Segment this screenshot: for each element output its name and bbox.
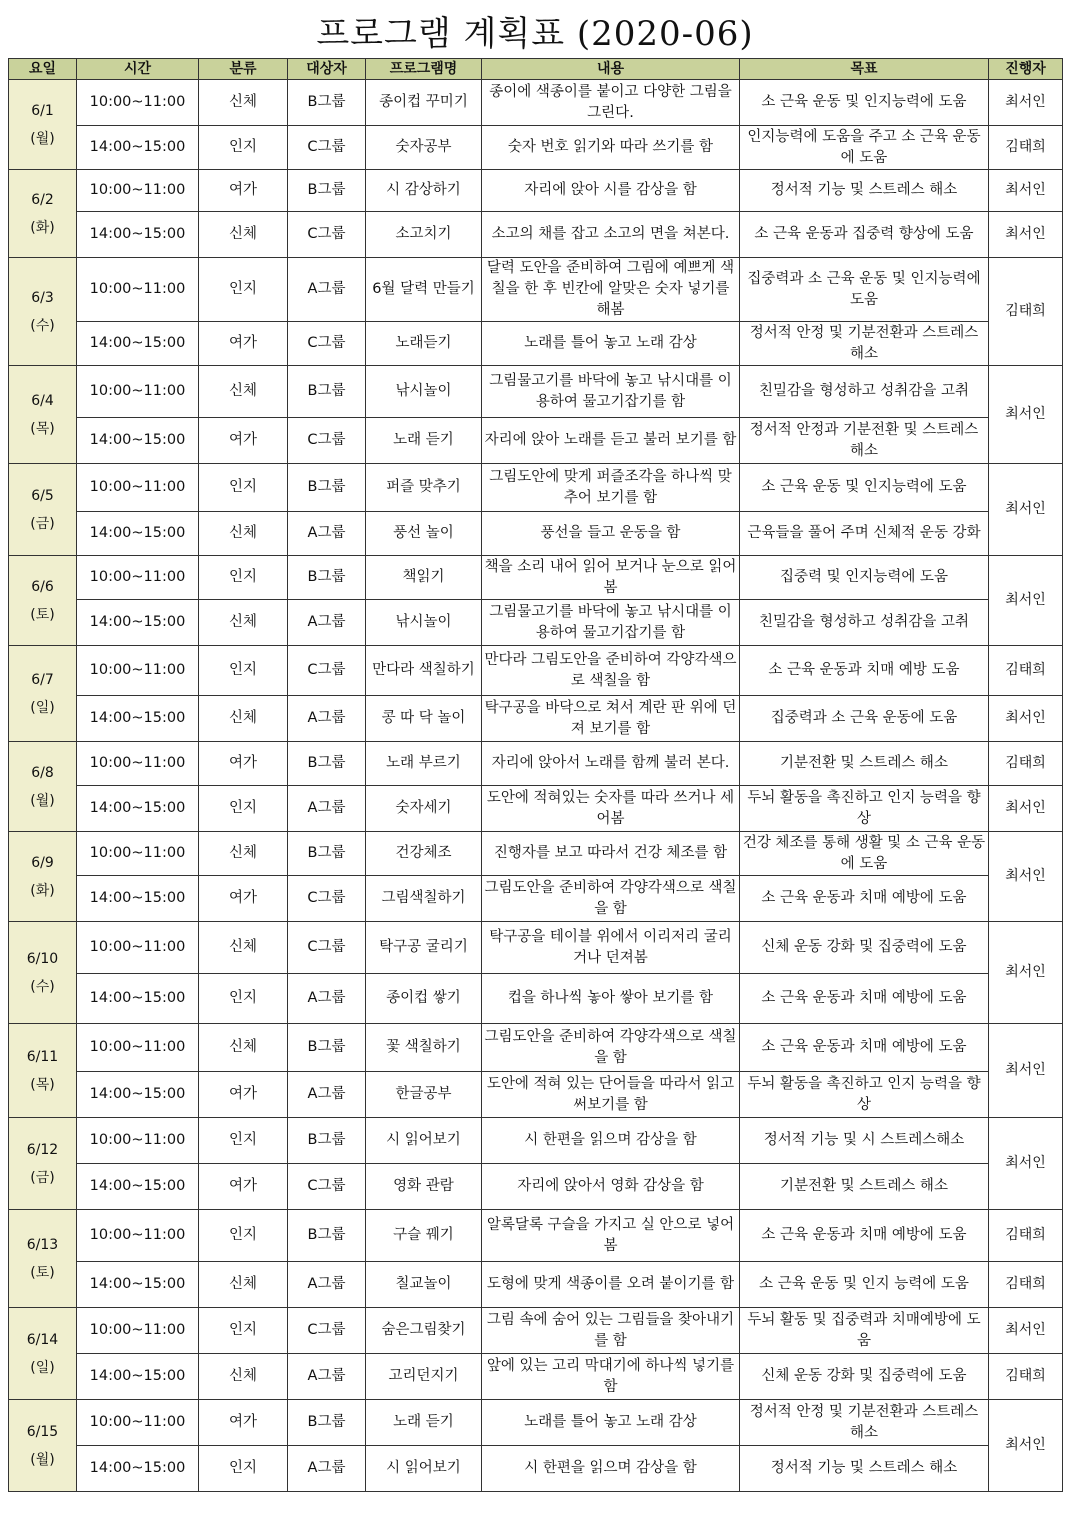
leader-cell: 최서인 [989, 832, 1063, 922]
category-cell: 인지 [199, 464, 288, 512]
time-cell: 14:00~15:00 [77, 786, 199, 832]
day-weekday: (목) [30, 420, 55, 437]
goal-cell: 정서적 안정 및 기분전환과 스트레스 해소 [740, 1400, 989, 1446]
category-cell: 인지 [199, 1446, 288, 1492]
content-cell: 탁구공을 바닥으로 쳐서 계란 판 위에 던져 보기를 함 [482, 696, 740, 742]
day-weekday: (월) [30, 1451, 55, 1468]
goal-cell: 친밀감을 형성하고 성취감을 고취 [740, 600, 989, 646]
program-cell: 낚시놀이 [366, 366, 482, 418]
content-cell: 노래를 틀어 놓고 노래 감상 [482, 322, 740, 366]
time-cell: 10:00~11:00 [77, 922, 199, 974]
group-cell: C그룹 [288, 126, 366, 170]
table-row [9, 1072, 1063, 1118]
content-cell: 소고의 채를 잡고 소고의 면을 쳐본다. [482, 212, 740, 258]
category-cell: 신체 [199, 832, 288, 876]
group-cell: A그룹 [288, 696, 366, 742]
content-cell: 그림 속에 숨어 있는 그림들을 찾아내기를 함 [482, 1308, 740, 1354]
time-cell: 10:00~11:00 [77, 258, 199, 322]
group-cell: B그룹 [288, 1400, 366, 1446]
leader-cell: 김태희 [989, 742, 1063, 786]
day-date: 6/12 [26, 1141, 59, 1158]
group-cell: A그룹 [288, 1446, 366, 1492]
header-content: 내용 [482, 59, 740, 80]
day-weekday: (목) [30, 1076, 55, 1093]
program-cell: 한글공부 [366, 1072, 482, 1118]
day-cell [9, 1210, 77, 1308]
table-row [9, 974, 1063, 1024]
content-cell: 그림도안을 준비하여 각양각색으로 색칠을 함 [482, 1024, 740, 1072]
program-cell: 소고치기 [366, 212, 482, 258]
leader-cell: 김태희 [989, 1354, 1063, 1400]
page-title: 프로그램 계획표 (2020-06) [316, 14, 754, 54]
content-cell: 그림물고기를 바닥에 놓고 낚시대를 이용하여 물고기잡기를 함 [482, 600, 740, 646]
day-date: 6/7 [31, 671, 54, 688]
time-cell: 10:00~11:00 [77, 1210, 199, 1262]
day-cell [9, 742, 77, 832]
goal-cell: 집중력과 소 근육 운동에 도움 [740, 696, 989, 742]
group-cell: A그룹 [288, 786, 366, 832]
program-cell: 노래 부르기 [366, 742, 482, 786]
group-cell: A그룹 [288, 258, 366, 322]
table-row [9, 1164, 1063, 1210]
day-date: 6/8 [31, 764, 54, 781]
leader-cell: 최서인 [989, 556, 1063, 646]
day-cell [9, 646, 77, 742]
category-cell: 인지 [199, 556, 288, 600]
day-cell [9, 1400, 77, 1492]
program-cell: 종이컵 쌓기 [366, 974, 482, 1024]
leader-cell: 최서인 [989, 1400, 1063, 1492]
content-cell: 컵을 하나씩 놓아 쌓아 보기를 함 [482, 974, 740, 1024]
category-cell: 인지 [199, 646, 288, 696]
table-row [9, 80, 1063, 126]
goal-cell: 소 근육 운동과 치매 예방에 도움 [740, 1210, 989, 1262]
leader-cell: 최서인 [989, 1024, 1063, 1118]
time-cell: 14:00~15:00 [77, 1446, 199, 1492]
category-cell: 인지 [199, 258, 288, 322]
day-cell [9, 922, 77, 1024]
program-cell: 건강체조 [366, 832, 482, 876]
program-cell: 시 읽어보기 [366, 1446, 482, 1492]
category-cell: 신체 [199, 1024, 288, 1072]
program-cell: 노래듣기 [366, 322, 482, 366]
day-weekday: (화) [30, 882, 55, 899]
content-cell: 그림물고기를 바닥에 놓고 낚시대를 이용하여 물고기잡기를 함 [482, 366, 740, 418]
goal-cell: 집중력 및 인지능력에 도움 [740, 556, 989, 600]
table-row [9, 512, 1063, 556]
day-date: 6/11 [26, 1048, 59, 1065]
day-date: 6/5 [31, 487, 54, 504]
goal-cell: 정서적 안정과 기분전환 및 스트레스 해소 [740, 418, 989, 464]
goal-cell: 소 근육 운동 및 인지 능력에 도움 [740, 1262, 989, 1308]
day-weekday: (수) [30, 317, 55, 334]
goal-cell: 집중력과 소 근육 운동 및 인지능력에 도움 [740, 258, 989, 322]
group-cell: C그룹 [288, 212, 366, 258]
header-day: 요일 [9, 59, 77, 80]
group-cell: A그룹 [288, 1354, 366, 1400]
category-cell: 여가 [199, 1164, 288, 1210]
schedule-body [9, 80, 1063, 1492]
group-cell: B그룹 [288, 170, 366, 212]
group-cell: C그룹 [288, 922, 366, 974]
goal-cell: 신체 운동 강화 및 집중력에 도움 [740, 1354, 989, 1400]
day-weekday: (일) [30, 1359, 55, 1376]
goal-cell: 두뇌 활동을 촉진하고 인지 능력을 향상 [740, 786, 989, 832]
content-cell: 자리에 앉아서 영화 감상을 함 [482, 1164, 740, 1210]
table-row [9, 464, 1063, 512]
time-cell: 14:00~15:00 [77, 212, 199, 258]
group-cell: B그룹 [288, 80, 366, 126]
group-cell: B그룹 [288, 1210, 366, 1262]
table-row [9, 366, 1063, 418]
day-weekday: (금) [30, 1169, 55, 1186]
program-cell: 그림색칠하기 [366, 876, 482, 922]
category-cell: 신체 [199, 696, 288, 742]
time-cell: 10:00~11:00 [77, 646, 199, 696]
time-cell: 10:00~11:00 [77, 80, 199, 126]
goal-cell: 신체 운동 강화 및 집중력에 도움 [740, 922, 989, 974]
table-row [9, 556, 1063, 600]
leader-cell: 김태희 [989, 126, 1063, 170]
content-cell: 자리에 앉아 노래를 듣고 불러 보기를 함 [482, 418, 740, 464]
time-cell: 10:00~11:00 [77, 1308, 199, 1354]
program-cell: 칠교놀이 [366, 1262, 482, 1308]
content-cell: 자리에 앉아서 노래를 함께 불러 본다. [482, 742, 740, 786]
content-cell: 도안에 적혀 있는 단어들을 따라서 읽고 써보기를 함 [482, 1072, 740, 1118]
program-cell: 노래 듣기 [366, 418, 482, 464]
day-weekday: (월) [30, 130, 55, 147]
table-row [9, 1354, 1063, 1400]
time-cell: 14:00~15:00 [77, 600, 199, 646]
header-goal: 목표 [740, 59, 989, 80]
group-cell: C그룹 [288, 418, 366, 464]
day-weekday: (월) [30, 792, 55, 809]
time-cell: 14:00~15:00 [77, 1072, 199, 1118]
program-cell: 6월 달력 만들기 [366, 258, 482, 322]
table-row [9, 1308, 1063, 1354]
goal-cell: 정서적 기능 및 스트레스 해소 [740, 170, 989, 212]
category-cell: 여가 [199, 1400, 288, 1446]
group-cell: C그룹 [288, 876, 366, 922]
leader-cell: 최서인 [989, 170, 1063, 212]
program-cell: 꽃 색칠하기 [366, 1024, 482, 1072]
leader-cell: 최서인 [989, 922, 1063, 1024]
program-cell: 숫자공부 [366, 126, 482, 170]
program-cell: 책읽기 [366, 556, 482, 600]
category-cell: 신체 [199, 1354, 288, 1400]
table-row [9, 1118, 1063, 1164]
goal-cell: 근육들을 풀어 주며 신체적 운동 강화 [740, 512, 989, 556]
table-row [9, 126, 1063, 170]
content-cell: 종이에 색종이를 붙이고 다양한 그림을 그린다. [482, 80, 740, 126]
time-cell: 10:00~11:00 [77, 556, 199, 600]
table-row [9, 1210, 1063, 1262]
content-cell: 그림도안에 맞게 퍼즐조각을 하나씩 맞추어 보기를 함 [482, 464, 740, 512]
category-cell: 신체 [199, 366, 288, 418]
schedule-table [8, 58, 1063, 1492]
goal-cell: 소 근육 운동과 치매 예방에 도움 [740, 974, 989, 1024]
leader-cell: 최서인 [989, 696, 1063, 742]
time-cell: 14:00~15:00 [77, 974, 199, 1024]
day-date: 6/15 [26, 1423, 59, 1440]
content-cell: 시 한편을 읽으며 감상을 함 [482, 1118, 740, 1164]
table-row [9, 922, 1063, 974]
day-cell [9, 170, 77, 258]
goal-cell: 두뇌 활동을 촉진하고 인지 능력을 향상 [740, 1072, 989, 1118]
goal-cell: 기분전환 및 스트레스 해소 [740, 742, 989, 786]
table-row [9, 418, 1063, 464]
day-cell [9, 1024, 77, 1118]
program-cell: 낚시놀이 [366, 600, 482, 646]
category-cell: 인지 [199, 786, 288, 832]
time-cell: 14:00~15:00 [77, 696, 199, 742]
day-weekday: (수) [30, 978, 55, 995]
time-cell: 10:00~11:00 [77, 742, 199, 786]
goal-cell: 소 근육 운동 및 인지능력에 도움 [740, 80, 989, 126]
day-weekday: (일) [30, 699, 55, 716]
content-cell: 그림도안을 준비하여 각양각색으로 색칠을 함 [482, 876, 740, 922]
header-row [9, 59, 1063, 80]
time-cell: 14:00~15:00 [77, 1164, 199, 1210]
header-category: 분류 [199, 59, 288, 80]
category-cell: 인지 [199, 1118, 288, 1164]
category-cell: 인지 [199, 974, 288, 1024]
day-date: 6/2 [31, 191, 54, 208]
time-cell: 14:00~15:00 [77, 512, 199, 556]
leader-cell: 김태희 [989, 258, 1063, 366]
program-cell: 숨은그림찾기 [366, 1308, 482, 1354]
group-cell: A그룹 [288, 974, 366, 1024]
day-weekday: (금) [30, 515, 55, 532]
leader-cell: 최서인 [989, 212, 1063, 258]
category-cell: 인지 [199, 1210, 288, 1262]
group-cell: B그룹 [288, 464, 366, 512]
program-cell: 콩 따 닥 놀이 [366, 696, 482, 742]
time-cell: 10:00~11:00 [77, 366, 199, 418]
program-cell: 종이컵 꾸미기 [366, 80, 482, 126]
day-date: 6/6 [31, 578, 54, 595]
header-time: 시간 [77, 59, 199, 80]
content-cell: 앞에 있는 고리 막대기에 하나씩 넣기를 함 [482, 1354, 740, 1400]
category-cell: 여가 [199, 876, 288, 922]
time-cell: 14:00~15:00 [77, 126, 199, 170]
group-cell: C그룹 [288, 322, 366, 366]
day-cell [9, 464, 77, 556]
table-row [9, 1262, 1063, 1308]
table-row [9, 832, 1063, 876]
table-row [9, 170, 1063, 212]
category-cell: 인지 [199, 126, 288, 170]
table-row [9, 258, 1063, 322]
goal-cell: 건강 체조를 통해 생활 및 소 근육 운동에 도움 [740, 832, 989, 876]
goal-cell: 정서적 기능 및 시 스트레스해소 [740, 1118, 989, 1164]
program-cell: 만다라 색칠하기 [366, 646, 482, 696]
day-weekday: (화) [30, 219, 55, 236]
table-row [9, 322, 1063, 366]
day-date: 6/1 [31, 102, 54, 119]
header-group: 대상자 [288, 59, 366, 80]
leader-cell: 최서인 [989, 786, 1063, 832]
group-cell: C그룹 [288, 1308, 366, 1354]
category-cell: 신체 [199, 212, 288, 258]
program-cell: 시 감상하기 [366, 170, 482, 212]
table-row [9, 742, 1063, 786]
goal-cell: 정서적 안정 및 기분전환과 스트레스 해소 [740, 322, 989, 366]
header-program: 프로그램명 [366, 59, 482, 80]
category-cell: 인지 [199, 1308, 288, 1354]
goal-cell: 소 근육 운동 및 인지능력에 도움 [740, 464, 989, 512]
group-cell: A그룹 [288, 512, 366, 556]
day-cell [9, 556, 77, 646]
goal-cell: 소 근육 운동과 치매 예방 도움 [740, 646, 989, 696]
time-cell: 10:00~11:00 [77, 170, 199, 212]
program-cell: 영화 관람 [366, 1164, 482, 1210]
table-row [9, 212, 1063, 258]
day-date: 6/9 [31, 854, 54, 871]
day-cell [9, 1308, 77, 1400]
program-cell: 숫자세기 [366, 786, 482, 832]
day-cell [9, 258, 77, 366]
content-cell: 책을 소리 내어 읽어 보거나 눈으로 읽어봄 [482, 556, 740, 600]
leader-cell: 김태희 [989, 646, 1063, 696]
group-cell: A그룹 [288, 600, 366, 646]
group-cell: C그룹 [288, 1164, 366, 1210]
category-cell: 신체 [199, 922, 288, 974]
content-cell: 도형에 맞게 색종이를 오려 붙이기를 함 [482, 1262, 740, 1308]
time-cell: 10:00~11:00 [77, 1400, 199, 1446]
time-cell: 14:00~15:00 [77, 876, 199, 922]
time-cell: 14:00~15:00 [77, 1354, 199, 1400]
group-cell: C그룹 [288, 646, 366, 696]
group-cell: B그룹 [288, 832, 366, 876]
day-cell [9, 366, 77, 464]
time-cell: 14:00~15:00 [77, 418, 199, 464]
content-cell: 달력 도안을 준비하여 그림에 예쁘게 색칠을 한 후 빈칸에 알맞은 숫자 넣기를 해봄 [482, 258, 740, 322]
table-row [9, 1400, 1063, 1446]
leader-cell: 최서인 [989, 366, 1063, 464]
goal-cell: 소 근육 운동과 치매 예방에 도움 [740, 876, 989, 922]
category-cell: 여가 [199, 1072, 288, 1118]
day-weekday: (토) [30, 1264, 55, 1281]
time-cell: 10:00~11:00 [77, 464, 199, 512]
content-cell: 풍선을 들고 운동을 함 [482, 512, 740, 556]
leader-cell: 김태희 [989, 1210, 1063, 1262]
day-date: 6/14 [26, 1331, 59, 1348]
goal-cell: 기분전환 및 스트레스 해소 [740, 1164, 989, 1210]
program-cell: 풍선 놀이 [366, 512, 482, 556]
category-cell: 신체 [199, 80, 288, 126]
program-cell: 고리던지기 [366, 1354, 482, 1400]
program-cell: 탁구공 굴리기 [366, 922, 482, 974]
category-cell: 신체 [199, 512, 288, 556]
goal-cell: 친밀감을 형성하고 성취감을 고취 [740, 366, 989, 418]
day-cell [9, 1118, 77, 1210]
day-date: 6/10 [26, 950, 59, 967]
content-cell: 진행자를 보고 따라서 건강 체조를 함 [482, 832, 740, 876]
group-cell: B그룹 [288, 1118, 366, 1164]
category-cell: 여가 [199, 742, 288, 786]
program-cell: 구슬 꿰기 [366, 1210, 482, 1262]
header-leader: 진행자 [989, 59, 1063, 80]
group-cell: B그룹 [288, 556, 366, 600]
content-cell: 알록달록 구슬을 가지고 실 안으로 넣어 봄 [482, 1210, 740, 1262]
content-cell: 노래를 틀어 놓고 노래 감상 [482, 1400, 740, 1446]
table-row [9, 1446, 1063, 1492]
table-row [9, 876, 1063, 922]
table-row [9, 600, 1063, 646]
goal-cell: 소 근육 운동과 치매 예방에 도움 [740, 1024, 989, 1072]
time-cell: 14:00~15:00 [77, 322, 199, 366]
group-cell: B그룹 [288, 1024, 366, 1072]
content-cell: 자리에 앉아 시를 감상을 함 [482, 170, 740, 212]
category-cell: 신체 [199, 1262, 288, 1308]
goal-cell: 정서적 기능 및 스트레스 해소 [740, 1446, 989, 1492]
content-cell: 도안에 적혀있는 숫자를 따라 쓰거나 세어봄 [482, 786, 740, 832]
day-cell [9, 80, 77, 170]
day-date: 6/4 [31, 392, 54, 409]
time-cell: 10:00~11:00 [77, 1024, 199, 1072]
goal-cell: 소 근육 운동과 집중력 향상에 도움 [740, 212, 989, 258]
group-cell: A그룹 [288, 1262, 366, 1308]
leader-cell: 최서인 [989, 80, 1063, 126]
day-date: 6/3 [31, 289, 54, 306]
goal-cell: 인지능력에 도움을 주고 소 근육 운동에 도움 [740, 126, 989, 170]
goal-cell: 두뇌 활동 및 집중력과 치매예방에 도움 [740, 1308, 989, 1354]
day-weekday: (토) [30, 606, 55, 623]
group-cell: B그룹 [288, 742, 366, 786]
table-row [9, 786, 1063, 832]
table-row [9, 696, 1063, 742]
day-date: 6/13 [26, 1236, 59, 1253]
time-cell: 14:00~15:00 [77, 1262, 199, 1308]
table-row [9, 646, 1063, 696]
leader-cell: 김태희 [989, 1262, 1063, 1308]
category-cell: 여가 [199, 170, 288, 212]
leader-cell: 최서인 [989, 464, 1063, 556]
content-cell: 숫자 번호 읽기와 따라 쓰기를 함 [482, 126, 740, 170]
table-row [9, 1024, 1063, 1072]
group-cell: B그룹 [288, 366, 366, 418]
category-cell: 신체 [199, 600, 288, 646]
program-cell: 시 읽어보기 [366, 1118, 482, 1164]
time-cell: 10:00~11:00 [77, 832, 199, 876]
content-cell: 탁구공을 테이블 위에서 이리저리 굴리거나 던져봄 [482, 922, 740, 974]
content-cell: 시 한편을 읽으며 감상을 함 [482, 1446, 740, 1492]
time-cell: 10:00~11:00 [77, 1118, 199, 1164]
category-cell: 여가 [199, 418, 288, 464]
program-cell: 퍼즐 맞추기 [366, 464, 482, 512]
day-cell [9, 832, 77, 922]
leader-cell: 최서인 [989, 1308, 1063, 1354]
content-cell: 만다라 그림도안을 준비하여 각양각색으로 색칠을 함 [482, 646, 740, 696]
category-cell: 여가 [199, 322, 288, 366]
group-cell: A그룹 [288, 1072, 366, 1118]
leader-cell: 최서인 [989, 1118, 1063, 1210]
program-cell: 노래 듣기 [366, 1400, 482, 1446]
